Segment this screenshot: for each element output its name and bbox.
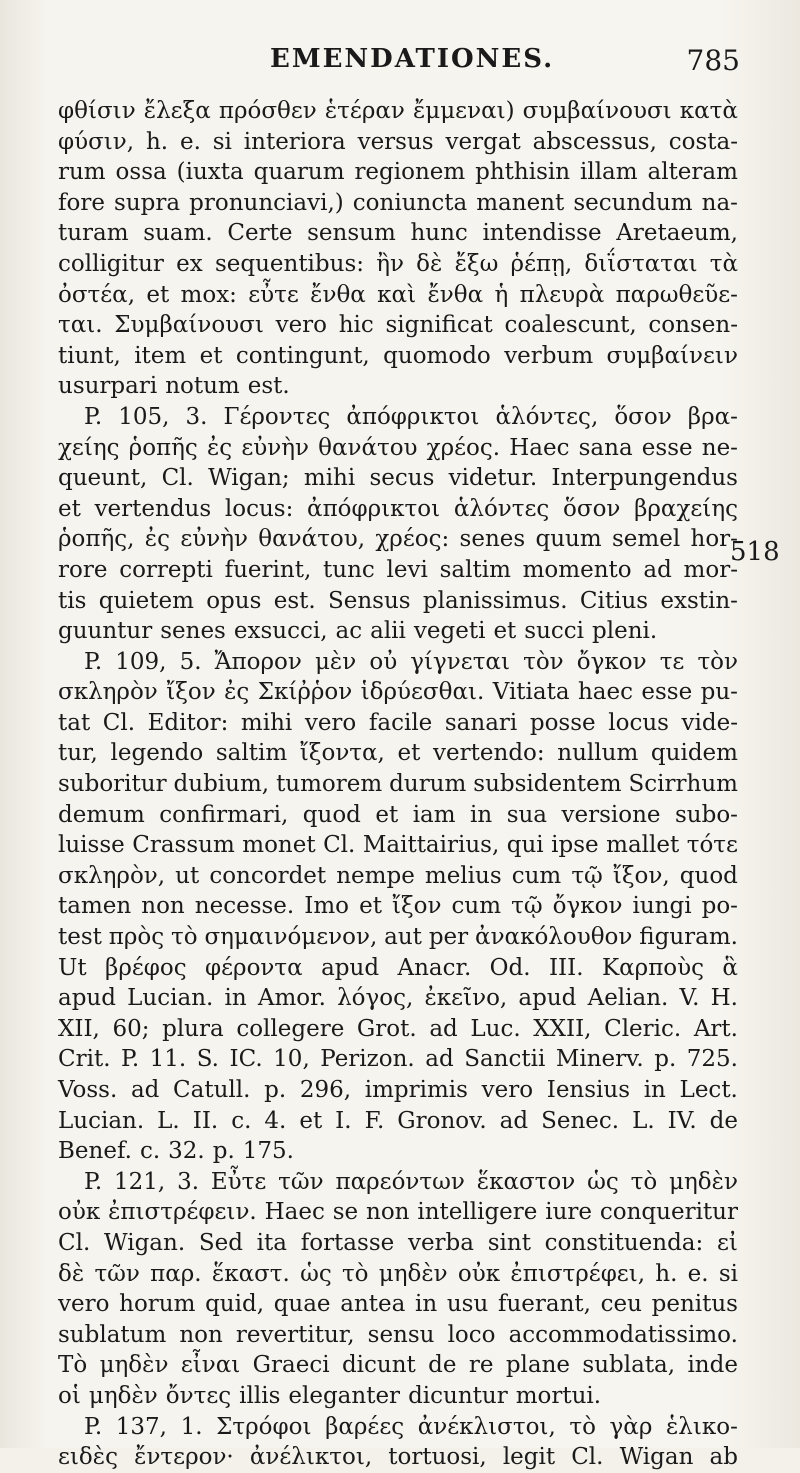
page-header [100,44,740,84]
text-line: οἱ μηδὲν ὄντες illis eleganter dicuntur mortui. [58,1382,602,1409]
text-line: ῥοπῆς, ἐς εὐνὴν θανάτου, χρέος: senes quum semel hor- [58,526,738,553]
margin-page-reference: 518 [730,537,780,567]
text-line: usurpari notum est. [58,373,290,400]
text-line: Τὸ μηδὲν εἶναι Graeci dicunt de re plane sublata, inde [58,1352,738,1379]
text-line: P. 109, 5. Ἄπορον μὲν οὐ γίγνεται τὸν ὄγκον τε τὸν [84,648,738,675]
text-line: Cl. Wigan. Sed ita fortasse verba sint constituenda: εἰ [58,1229,738,1256]
text-line: Crit. P. 11. S. IC. 10, Perizon. ad Sanctii Minerv. p. 725. [58,1046,738,1073]
text-line: P. 121, 3. Εὖτε τῶν παρεόντων ἕκαστον ὡς τὸ μηδὲν [84,1168,738,1195]
text-line: Ut βρέφος φέροντα apud Anacr. Od. III. Καρποὺς ἃ [58,954,738,981]
text-line: rum ossa (iuxta quarum regionem phthisin illam alteram [58,159,738,186]
text-line: demum confirmari, quod et iam in sua versione subo- [58,801,738,828]
text-line: δὲ τῶν παρ. ἕκαστ. ὡς τὸ μηδὲν οὐκ ἐπιστρέφει, h. e. si [58,1260,738,1287]
text-line: P. 137, 1. Στρόφοι βαρέες ἀνέκλιστοι, τὸ γὰρ ἑλικο- [84,1413,738,1440]
text-line: vero horum quid, quae antea in usu fuerant, ceu penitus [58,1291,738,1318]
text-line: ειδὲς ἔντερον· ἀνέλικτοι, tortuosi, legit Cl. Wigan ab [58,1444,738,1471]
running-title: EMENDATIONES. [270,44,555,74]
text-line: XII, 60; plura collegere Grot. ad Luc. XXII, Cleric. Art. [58,1015,738,1042]
text-line: tur, legendo saltim ἴξοντα, et vertendo: nullum quidem [58,740,738,767]
text-line: Voss. ad Catull. p. 296, imprimis vero Iensius in Lect. [58,1077,738,1103]
text-line: Lucian. L. II. c. 4. et I. F. Gronov. ad Senec. L. IV. de [58,1107,738,1134]
text-line: tamen non necesse. Imo et ἴξον cum τῷ ὄγκον iungi po- [58,893,738,920]
page-number: 785 [686,44,740,77]
text-line: sublatum non revertitur, sensu loco accommodatissimo. [58,1321,738,1348]
text-line: turam suam. Certe sensum hunc intendisse Aretaeum, [58,220,738,247]
text-line: tis quietem opus est. Sensus planissimus. Citius exstin- [58,587,738,614]
text-line: ὀστέα, et mox: εὖτε ἔνθα καὶ ἔνθα ἡ πλευρὰ παρωθεῦε- [58,281,738,308]
text-line: φύσιν, h. e. si interiora versus vergat abscessus, costa- [58,128,738,155]
text-line: colligitur ex sequentibus: ἢν δὲ ἔξω ῥέπῃ, διΐσταται τὰ [58,250,738,277]
text-line: σκληρὸν, ut concordet nempe melius cum τῷ ἴξον, quod [58,862,738,889]
text-line: φθίσιν ἔλεξα πρόσθεν ἑτέραν ἔμμεναι) συμβαίνουσι κατὰ [58,98,738,124]
body-text [58,96,738,1473]
text-line: tat Cl. Editor: mihi vero facile sanari posse locus vide- [58,709,738,736]
text-line: guuntur senes exsucci, ac alii vegeti et succi pleni. [58,618,658,645]
text-line: P. 105, 3. Γέροντες ἀπόφρικτοι ἁλόντες, ὅσον βρα- [84,403,738,430]
text-line: suboritur dubium, tumorem durum subsidentem Scirrhum [58,771,738,798]
text-line: tiunt, item et contingunt, quomodo verbum συμβαίνειν [58,342,738,369]
text-line: οὐκ ἐπιστρέφειν. Haec se non intelligere iure conqueritur [58,1199,738,1226]
text-line: test πρὸς τὸ σημαινόμενον, aut per ἀνακόλουθον figuram. [58,924,738,951]
text-line: σκληρὸν ἴξον ἐς Σκίῤῥον ἱδρύεσθαι. Vitiata haec esse pu- [58,679,738,706]
text-line: ται. Συμβαίνουσι vero hic significat coalescunt, consen- [58,312,738,339]
text-line: et vertendus locus: ἀπόφρικτοι ἁλόντες ὅσον βραχείης [58,495,738,522]
text-line: χείης ῥοπῆς ἐς εὐνὴν θανάτου χρέος. Haec sana esse ne- [58,434,738,461]
text-line: rore correpti fuerint, tunc levi saltim momento ad mor- [58,556,738,583]
text-line: queunt, Cl. Wigan; mihi secus videtur. Interpungendus [58,465,738,492]
text-line: fore supra pronunciavi,) coniuncta manent secundum na- [58,189,738,216]
text-line: apud Lucian. in Amor. λόγος, ἐκεῖνο, apud Aelian. V. H. [58,985,738,1012]
text-line: Benef. c. 32. p. 175. [58,1138,294,1165]
text-line: luisse Crassum monet Cl. Maittairius, qui ipse mallet τότε [58,832,738,859]
